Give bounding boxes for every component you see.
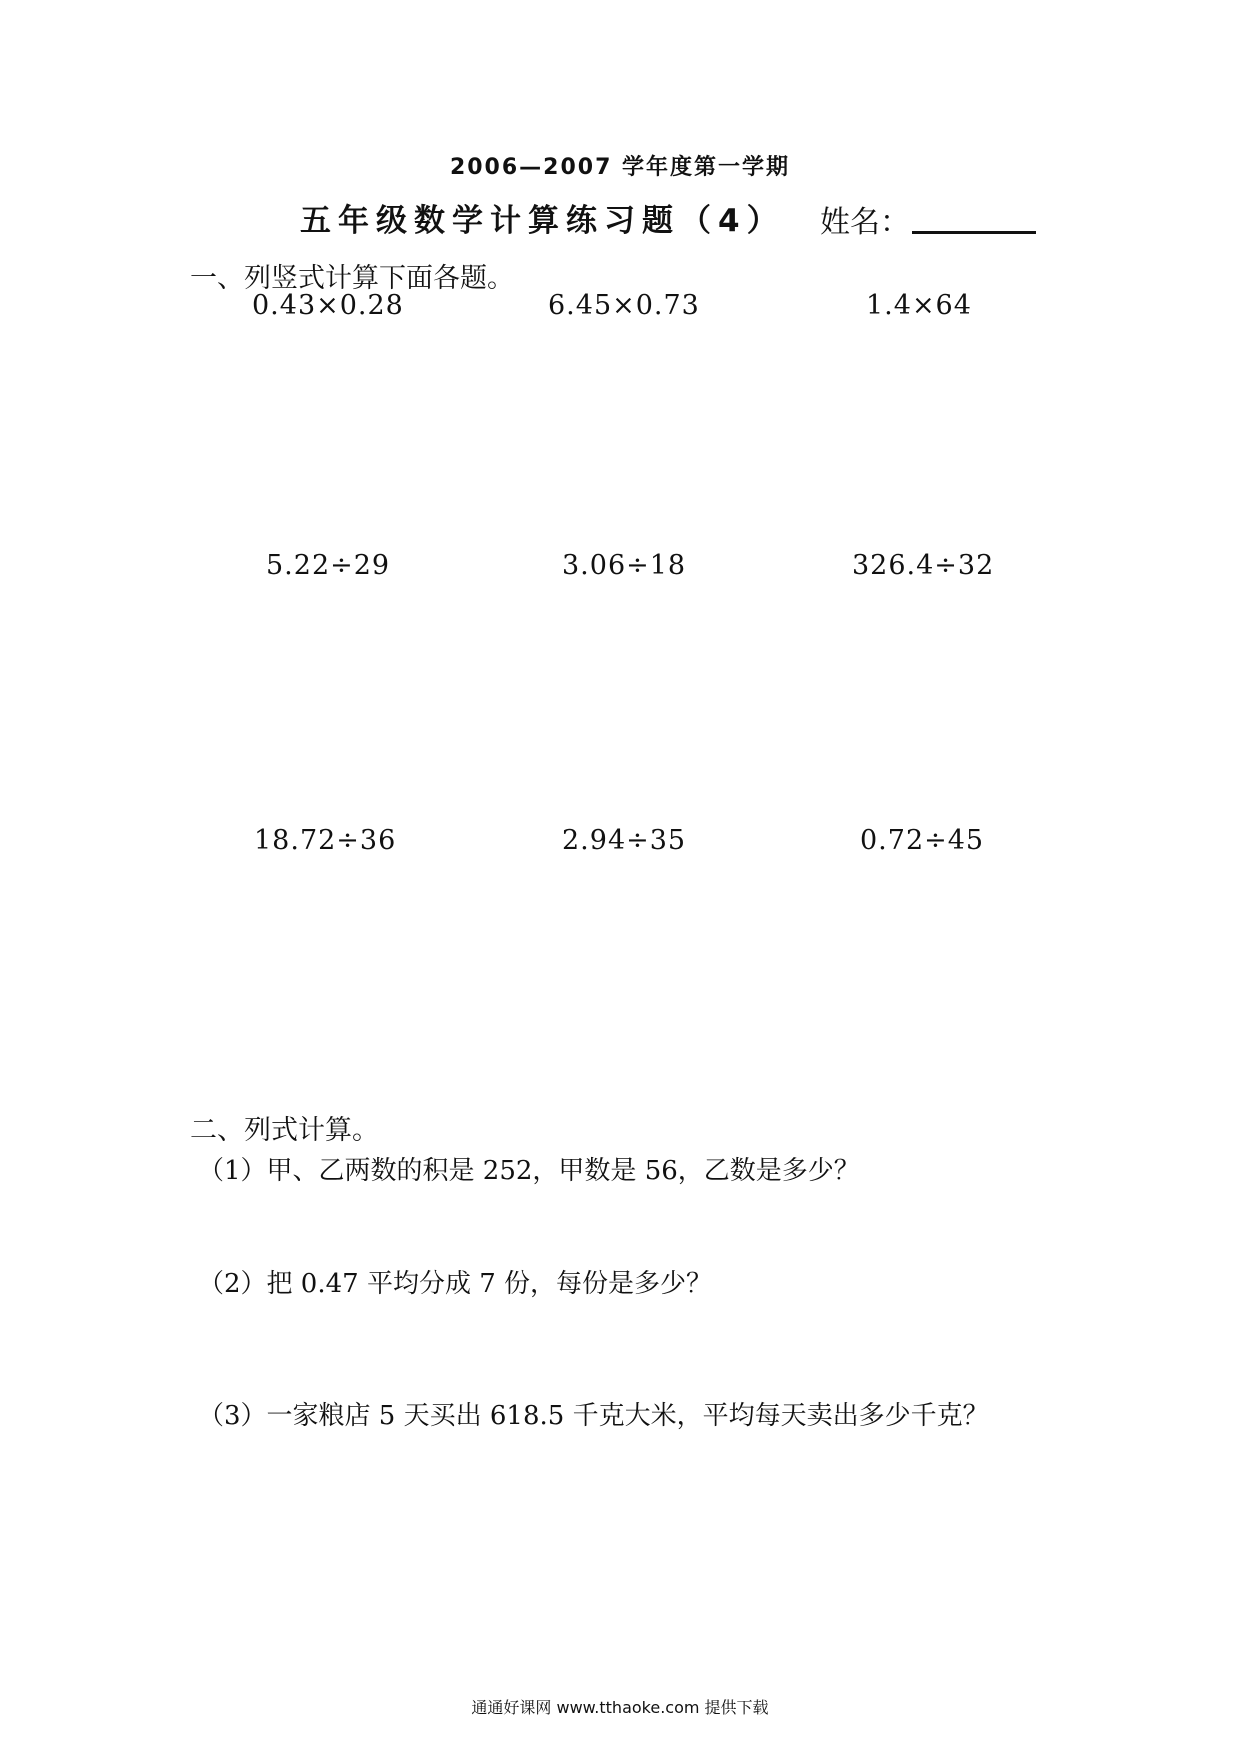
section2-heading: 二、列式计算。 (190, 1115, 379, 1146)
name-label: 姓名： (820, 205, 910, 240)
worksheet-title: 五年级数学计算练习题（4） (300, 203, 785, 239)
problem-2-2: 3.06÷18 (562, 550, 687, 581)
problem-2-3: 326.4÷32 (852, 550, 995, 581)
section1-heading: 一、列竖式计算下面各题。 (190, 263, 514, 294)
name-blank-line[interactable] (912, 231, 1036, 234)
problem-1-3: 1.4×64 (866, 290, 972, 321)
footer-credit: 通通好课网 www.tthaoke.com 提供下载 (471, 1698, 769, 1717)
problem-1-1: 0.43×0.28 (252, 290, 404, 321)
problem-3-3: 0.72÷45 (860, 825, 985, 856)
term-title: 2006—2007 学年度第一学期 (449, 155, 791, 180)
problem-3-1: 18.72÷36 (254, 825, 397, 856)
word-problem-1: （1）甲、乙两数的积是 252，甲数是 56，乙数是多少？ (198, 1156, 860, 1186)
problem-1-2: 6.45×0.73 (548, 290, 700, 321)
problem-2-1: 5.22÷29 (266, 550, 391, 581)
word-problem-2: （2）把 0.47 平均分成 7 份，每份是多少？ (198, 1269, 713, 1299)
problem-3-2: 2.94÷35 (562, 825, 687, 856)
word-problem-3: （3）一家粮店 5 天买出 618.5 千克大米，平均每天卖出多少千克？ (198, 1401, 989, 1431)
